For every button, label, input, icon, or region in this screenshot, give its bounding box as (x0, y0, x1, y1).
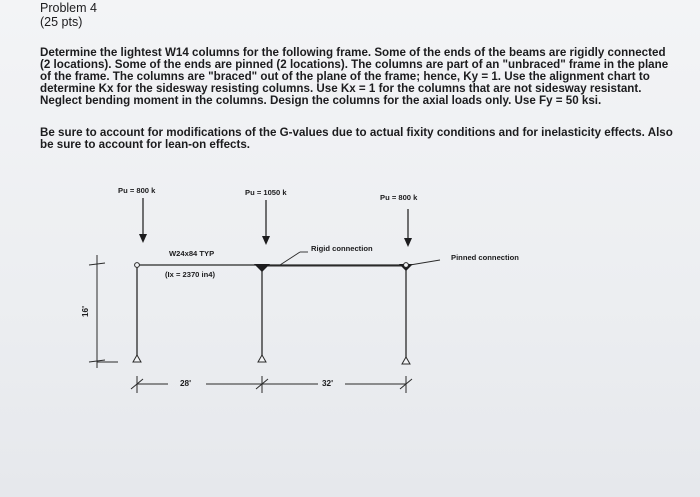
load-label-middle: Pu = 1050 k (245, 188, 287, 197)
beam-section-label: W24x84 TYP (169, 249, 215, 258)
problem-points: (25 pts) (40, 15, 83, 29)
pin-support-icon (258, 355, 266, 362)
instruction-line: Be sure to account for modifications of the G-values due to actual fixity conditions and for inelasticity effects. Also (40, 126, 673, 139)
load-label-right: Pu = 800 k (380, 193, 418, 202)
pin-support-icon (133, 355, 141, 362)
statement-line: (2 locations). Some of the ends are pinned (2 locations). The columns are part of an "unbraced" frame in the plane (40, 58, 669, 71)
statement-line: of the frame. The columns are "braced" out of the plane of the frame; hence, Ky = 1. Use the alignment chart to (40, 70, 650, 83)
statement-line: Determine the lightest W14 columns for the following frame. Some of the ends of the beams are rigidly connected (40, 46, 666, 59)
height-dimension (89, 255, 118, 368)
load-arrow-middle (262, 200, 270, 245)
load-label-left: Pu = 800 k (118, 186, 156, 195)
pinned-connection-icon (404, 263, 409, 268)
load-arrow-right (404, 209, 412, 247)
moment-of-inertia-label: (Ix = 2370 in4) (165, 270, 216, 279)
span-dimension (131, 376, 412, 393)
load-arrow-left (139, 198, 147, 243)
instruction-line: be sure to account for lean-on effects. (40, 138, 251, 151)
pin-support-icon (402, 357, 410, 364)
pinned-connection-icon (135, 263, 140, 268)
statement-line: Neglect bending moment in the columns. Design the columns for the axial loads only. Use Fy = 50 ksi. (40, 94, 602, 107)
height-label: 16' (81, 305, 91, 318)
pinned-connection-label: Pinned connection (451, 253, 519, 262)
rigid-connection-label: Rigid connection (311, 244, 373, 253)
statement-line: determine Kx for the sidesway resisting columns. Use Kx = 1 for the columns that are not sidesway resistant. (40, 82, 642, 95)
span-label-right: 32' (322, 379, 334, 388)
rigid-connection-icon (254, 264, 270, 272)
problem-title: Problem 4 (40, 1, 97, 15)
span-label-left: 28' (180, 379, 192, 388)
